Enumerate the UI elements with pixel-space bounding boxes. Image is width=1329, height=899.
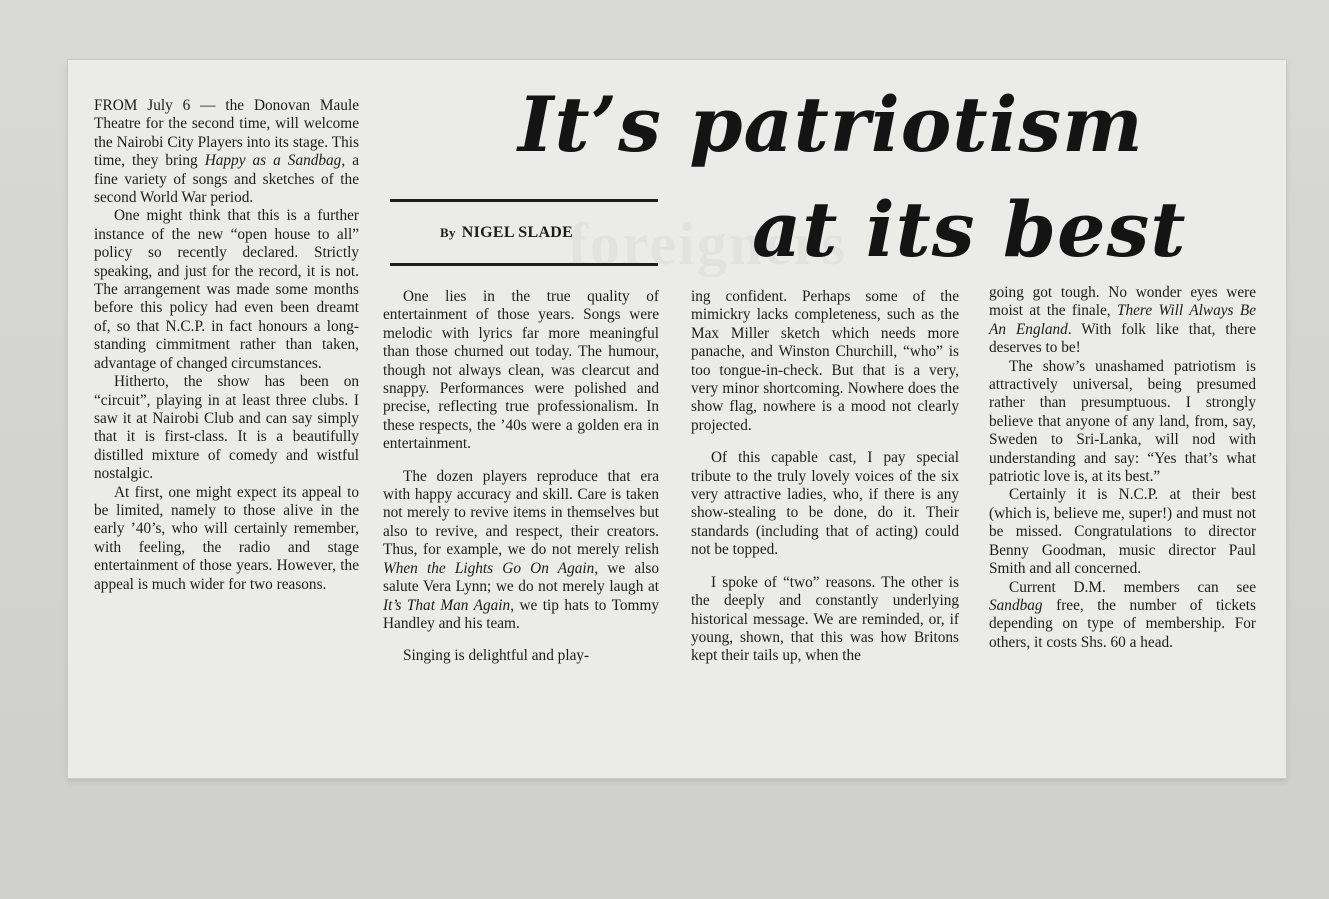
text-run: . With folk like that, there deserves to be! <box>989 320 1257 357</box>
paragraph: Of this capable cast, I pay special tribute to the truly lovely voices of the six very attractive ladies, who, if there is any show-stealing to be done, do it. Their standards (including that of acting) could not be topped. <box>691 449 959 559</box>
show-title: Sandbag <box>989 596 1043 614</box>
paragraph: Singing is delightful and play- <box>403 647 590 665</box>
column-2 <box>383 288 659 666</box>
text-run: , we tip hats to Tommy Handley and his team. <box>383 596 660 632</box>
text-run: Current D.M. members can see <box>1009 578 1256 596</box>
newspaper-clipping <box>68 60 1286 778</box>
show-title: It’s That Man Again <box>383 596 511 614</box>
text-run: , a fine variety of songs and sketches of the second World War period. <box>94 152 359 207</box>
paragraph <box>989 284 1256 358</box>
paragraph: The show’s unashamed patriotism is attractively universal, being presumed rather than presumptuous. I strongly believe that anyone of any land, from, say, Sweden to Sri-Lanka, will nod with understanding and say: “Yes that’s what patriotic love is, at its best.” <box>989 357 1256 486</box>
text-run: FROM July 6 — the Donovan Maule Theatre for the second time, will welcome the Nairobi City Players into its stage. This time, they bring <box>94 97 359 170</box>
column-1 <box>94 97 359 594</box>
paragraph <box>383 468 659 634</box>
headline-line-2: at its best <box>752 185 1187 274</box>
paragraph <box>94 97 359 207</box>
byline-rule-bottom <box>390 263 658 266</box>
byline-prefix: By <box>440 225 456 240</box>
paragraph: One might think that this is a further instance of the new “open house to all” policy so recently declared. Strictly speaking, and just for the record, it is not. The arrangement was made some months before this policy had even been dreamt of, so that N.C.P. in fact honours a long-standing cimmitment rather than taken, advantage of changed circumstances. <box>94 207 359 372</box>
paragraph: Certainly it is N.C.P. at their best (which is, believe me, super!) and must not be missed. Congratulations to director Benny Goodman, music director Paul Smith and all concerned. <box>989 486 1256 578</box>
paragraph <box>989 579 1256 653</box>
byline-author: NIGEL SLADE <box>461 224 574 241</box>
text-run: going got tough. No wonder eyes were moist at the finale, <box>989 284 1256 320</box>
song-title: There Will Always Be An England <box>989 302 1256 338</box>
paragraph: One lies in the true quality of entertainment of those years. Songs were melodic with lyrics far more meaningful than those churned out today. The humour, though not always clean, was clearcut and snappy. Performances were polished and precise, reflecting true professionalism. In these respects, the ’40s were a golden era in entertainment. <box>383 288 659 453</box>
text-run: , we also salute Vera Lynn; we do not merely laugh at <box>383 559 659 596</box>
paragraph: Hitherto, the show has been on “circuit”, playing in at least three clubs. I saw it at Nairobi Club and can say simply that it is first-class. It is a beautifully distilled mixture of comedy and wistful nostalgic. <box>94 373 359 483</box>
show-title: Happy as a Sandbag <box>204 152 342 170</box>
text-run: free, the number of tickets depending on type of membership. For others, it costs Shs. 60 a head. <box>989 596 1256 651</box>
byline-rule-top <box>390 199 658 202</box>
paragraph: At first, one might expect its appeal to be limited, namely to those alive in the early ’40’s, who will certainly remember, with feeling, the radio and stage entertainment of those years. However, the appeal is much wider for two reasons. <box>94 483 359 593</box>
paragraph: I spoke of “two” reasons. The other is the deeply and constantly underlying historical message. We are reminded, or, if young, shown, that this was how Britons kept their tails up, when the <box>691 573 959 665</box>
byline <box>440 224 573 242</box>
headline-line-1: It’s patriotism <box>518 80 1144 169</box>
column-3 <box>691 288 959 666</box>
song-title: When the Lights Go On Again <box>383 559 595 577</box>
column-4 <box>989 284 1256 652</box>
text-run: The dozen players reproduce that era with happy accuracy and skill. Care is taken not merely to revive items in themselves but also to revive, and respect, their creators. Thus, for example, we do not merely relish <box>383 467 659 559</box>
paragraph: ing confident. Perhaps some of the mimickry lacks completeness, such as the Max Miller sketch which needs more panache, and Winston Churchill, “who” is too tongue-in-check. But that is a very, very minor shortcoming. Nowhere does the show flag, nowhere is a mood not clearly projected. <box>691 288 959 434</box>
